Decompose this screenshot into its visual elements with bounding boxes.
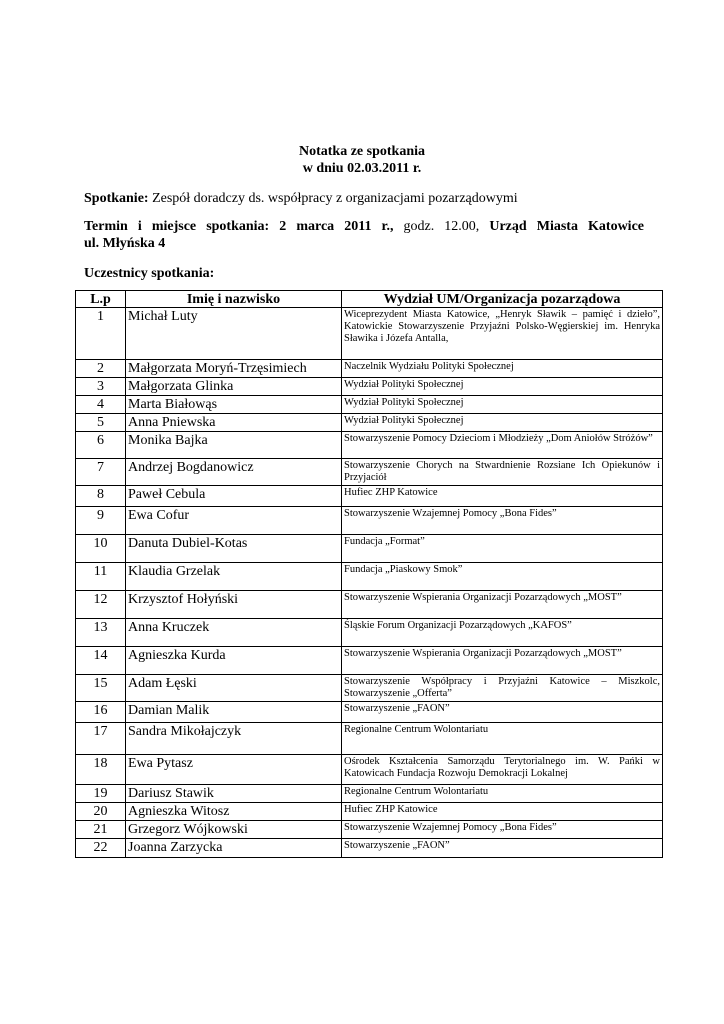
table-row (76, 785, 663, 803)
table-row (76, 647, 663, 675)
table-row (76, 360, 663, 378)
term-place: Urząd Miasta Katowice (489, 219, 644, 234)
table-row (76, 591, 663, 619)
row-number: 3 (76, 378, 126, 396)
row-number: 5 (76, 414, 126, 432)
row-number: 19 (76, 785, 126, 803)
participant-organization: Regionalne Centrum Wolontariatu (342, 785, 663, 803)
participant-organization: Hufiec ZHP Katowice (342, 803, 663, 821)
participant-name: Joanna Zarzycka (126, 839, 342, 858)
row-number: 4 (76, 396, 126, 414)
participant-name: Danuta Dubiel-Kotas (126, 535, 342, 563)
participants-table (75, 290, 663, 858)
participant-organization: Stowarzyszenie Współpracy i Przyjaźni Katowice – Miszkolc, Stowarzyszenie „Offerta” (342, 675, 663, 702)
row-number: 16 (76, 702, 126, 723)
participant-organization: Ośrodek Kształcenia Samorządu Terytorialnego im. W. Pańki w Katowicach Fundacja Rozwoju Demokracji Lokalnej (342, 755, 663, 785)
table-row (76, 839, 663, 858)
table-row (76, 459, 663, 486)
participant-organization: Hufiec ZHP Katowice (342, 486, 663, 507)
table-row (76, 675, 663, 702)
participants-label: Uczestnicy spotkania: (84, 266, 215, 281)
table-row (76, 702, 663, 723)
row-number: 7 (76, 459, 126, 486)
participant-name: Dariusz Stawik (126, 785, 342, 803)
table-row (76, 414, 663, 432)
table-row (76, 486, 663, 507)
table-row (76, 723, 663, 755)
row-number: 6 (76, 432, 126, 459)
participant-organization: Stowarzyszenie Chorych na Stwardnienie Rozsiane Ich Opiekunów i Przyjaciół (342, 459, 663, 486)
participant-organization: Wydział Polityki Społecznej (342, 378, 663, 396)
participant-name: Michał Luty (126, 308, 342, 360)
document-date: w dniu 02.03.2011 r. (302, 161, 422, 176)
participant-organization: Stowarzyszenie Wzajemnej Pomocy „Bona Fides” (342, 821, 663, 839)
participant-name: Ewa Pytasz (126, 755, 342, 785)
participant-name: Sandra Mikołajczyk (126, 723, 342, 755)
table-row (76, 432, 663, 459)
participant-name: Grzegorz Wójkowski (126, 821, 342, 839)
table-row (76, 821, 663, 839)
row-number: 21 (76, 821, 126, 839)
participant-name: Agnieszka Kurda (126, 647, 342, 675)
participant-name: Krzysztof Hołyński (126, 591, 342, 619)
row-number: 9 (76, 507, 126, 535)
table-row (76, 803, 663, 821)
participant-organization: Śląskie Forum Organizacji Pozarządowych „KAFOS” (342, 619, 663, 647)
row-number: 22 (76, 839, 126, 858)
participant-organization: Wydział Polityki Społecznej (342, 414, 663, 432)
participant-name: Andrzej Bogdanowicz (126, 459, 342, 486)
participant-organization: Fundacja „Format” (342, 535, 663, 563)
row-number: 11 (76, 563, 126, 591)
participant-organization: Stowarzyszenie Wspierania Organizacji Pozarządowych „MOST” (342, 647, 663, 675)
row-number: 15 (76, 675, 126, 702)
participant-name: Anna Kruczek (126, 619, 342, 647)
table-header-row (76, 291, 663, 308)
participant-organization: Stowarzyszenie „FAON” (342, 839, 663, 858)
participant-name: Ewa Cofur (126, 507, 342, 535)
row-number: 8 (76, 486, 126, 507)
document-title: Notatka ze spotkania (298, 144, 425, 159)
participant-name: Małgorzata Moryń-Trzęsimiech (126, 360, 342, 378)
participant-name: Małgorzata Glinka (126, 378, 342, 396)
row-number: 10 (76, 535, 126, 563)
row-number: 12 (76, 591, 126, 619)
participant-name: Agnieszka Witosz (126, 803, 342, 821)
table-row (76, 308, 663, 360)
participant-organization: Stowarzyszenie Wzajemnej Pomocy „Bona Fides” (342, 507, 663, 535)
participant-organization: Wiceprezydent Miasta Katowice, „Henryk Sławik – pamięć i dzieło”, Katowickie Stowarzyszenie Przyjaźni Polsko-Węgierskiej im. Henryka Sławika i Józefa Antalla, (342, 308, 663, 360)
participant-organization: Regionalne Centrum Wolontariatu (342, 723, 663, 755)
participant-name: Marta Białowąs (126, 396, 342, 414)
table-row (76, 535, 663, 563)
participant-organization: Fundacja „Piaskowy Smok” (342, 563, 663, 591)
participant-organization: Naczelnik Wydziału Polityki Społecznej (342, 360, 663, 378)
participant-name: Adam Łęski (126, 675, 342, 702)
header-number: L.p (76, 291, 126, 308)
row-number: 18 (76, 755, 126, 785)
term-time: godz. 12.00, (393, 219, 490, 234)
participant-name: Damian Malik (126, 702, 342, 723)
meeting-line (84, 190, 644, 207)
participant-organization: Wydział Polityki Społecznej (342, 396, 663, 414)
row-number: 17 (76, 723, 126, 755)
table-row (76, 396, 663, 414)
row-number: 1 (76, 308, 126, 360)
term-label: Termin i miejsce spotkania: 2 marca 2011 r., (84, 219, 394, 234)
table-row (76, 507, 663, 535)
table-row (76, 755, 663, 785)
row-number: 2 (76, 360, 126, 378)
meeting-label: Spotkanie: (84, 191, 149, 206)
participant-organization: Stowarzyszenie „FAON” (342, 702, 663, 723)
participant-name: Paweł Cebula (126, 486, 342, 507)
header-organization: Wydział UM/Organizacja pozarządowa (342, 291, 663, 308)
participant-name: Anna Pniewska (126, 414, 342, 432)
header-name: Imię i nazwisko (126, 291, 342, 308)
row-number: 20 (76, 803, 126, 821)
term-line (84, 218, 644, 235)
table-row (76, 563, 663, 591)
row-number: 13 (76, 619, 126, 647)
row-number: 14 (76, 647, 126, 675)
participant-name: Klaudia Grzelak (126, 563, 342, 591)
term-address: ul. Młyńska 4 (84, 236, 166, 251)
participant-organization: Stowarzyszenie Wspierania Organizacji Pozarządowych „MOST” (342, 591, 663, 619)
participant-name: Monika Bajka (126, 432, 342, 459)
meeting-value: Zespół doradczy ds. współpracy z organizacjami pozarządowymi (148, 191, 518, 206)
table-row (76, 619, 663, 647)
table-row (76, 378, 663, 396)
participant-organization: Stowarzyszenie Pomocy Dzieciom i Młodzieży „Dom Aniołów Stróżów” (342, 432, 663, 459)
